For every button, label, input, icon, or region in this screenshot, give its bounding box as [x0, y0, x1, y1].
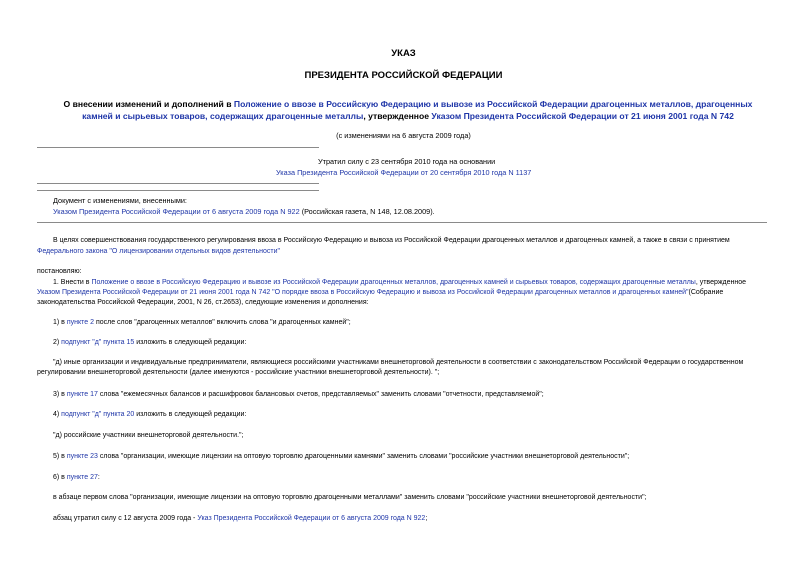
subitem-3: [53, 391, 544, 398]
lost-force-text: Утратил силу с 23 сентября 2010 года на основании: [318, 157, 496, 166]
amended-note: (с изменениями на 6 августа 2009 года): [336, 131, 471, 140]
item-1-line-2: [37, 289, 723, 296]
divider: [37, 147, 319, 148]
decree-1137-link[interactable]: Указа Президента Российской Федерации от 20 сентября 2010 года N 1137: [276, 168, 532, 177]
item-1-number: 1. Внести в: [53, 279, 92, 286]
point-23-link[interactable]: пункте 23: [66, 453, 98, 460]
divider: [37, 183, 319, 184]
licensing-law-link[interactable]: Федерального закона "О лицензировании отдельных видов деятельности": [37, 248, 280, 255]
point-27-link[interactable]: пункте 27: [66, 474, 98, 481]
quote-2-line-1: "д) иные организации и индивидуальные предприниматели, являющиеся российскими участниками внешнеторговой деятельности в соответствии с законодательством Российской Федерации о государственном: [53, 359, 744, 366]
subitem-text: 2): [53, 339, 62, 346]
issuer-title: ПРЕЗИДЕНТА РОССИЙСКОЙ ФЕДЕРАЦИИ: [304, 70, 503, 81]
subitem-text: слова "ежемесячных балансов и расшифровок балансовых счетов, представляемых" заменить словами "отчетности, представляемой";: [97, 391, 544, 398]
changes-label: Документ с изменениями, внесенными:: [53, 196, 187, 205]
document-type-title: УКАЗ: [391, 48, 416, 59]
regulation-link-cont[interactable]: камней и сырьевых товаров, содержащих драгоценные металлы: [82, 111, 364, 121]
preamble-text: В целях совершенствования государственного регулирования ввоза в Российскую Федерацию и вывоза из Российской Федерации драгоценных металлов и драгоценных камней, а также в связи с принятием: [53, 237, 730, 244]
subitem-6: [53, 474, 100, 481]
changes-source: (Российская газета, N 148, 12.08.2009).: [299, 207, 435, 216]
decree-742-link-item1[interactable]: Указом Президента Российской Федерации от 21 июня 2001 года N 742 "О порядке ввоза в Российскую Федерацию и вывоза из Российской Федерации драгоценных металлов и драгоценных камней": [37, 289, 689, 296]
subitem-4: [53, 411, 246, 418]
decree-word: постановляю:: [37, 268, 82, 275]
subitem-text: изложить в следующей редакции:: [134, 411, 247, 418]
quote-2-line-2: регулировании внешнеторговой деятельности (далее именуются - российские участники внешнеторговой деятельности). ";: [37, 369, 440, 376]
heading-line-1: [38, 99, 778, 109]
item-1-text: , утвержденное: [695, 279, 747, 286]
subitem-1: [53, 319, 351, 326]
subitem-text: 6) в: [53, 474, 67, 481]
item-1-line-3: законодательства Российской Федерации, 2001, N 26, ст.2653), следующие изменения и дополнения:: [37, 299, 369, 306]
subitem-text: 5) в: [53, 453, 67, 460]
changes-line: [53, 207, 435, 216]
decree-922-link[interactable]: Указом Президента Российской Федерации от 6 августа 2009 года N 922: [53, 207, 300, 216]
quote-4: "д) российские участники внешнеторговой деятельности.";: [53, 432, 244, 439]
subitem-6-lost-force: [53, 515, 427, 522]
subitem-text: 1) в: [53, 319, 67, 326]
subitem-text: изложить в следующей редакции:: [134, 339, 247, 346]
divider: [37, 190, 319, 191]
subitem-6-paragraph-1: в абзаце первом слова "организации, имеющие лицензии на оптовую торговлю драгоценными металлами" заменить словами "российские участники внешнеторговой деятельности";: [53, 494, 647, 501]
subitem-text: 3) в: [53, 391, 67, 398]
subitem-text: после слов "драгоценных металлов" включить слова "и драгоценных камней";: [94, 319, 351, 326]
subitem-text: :: [97, 474, 100, 481]
decree-742-link[interactable]: Указом Президента Российской Федерации от 21 июня 2001 года N 742: [431, 111, 734, 121]
regulation-link-item1[interactable]: Положение о ввозе в Российскую Федерацию и вывозе из Российской Федерации драгоценных металлов, драгоценных камней и сырьевых товаров, содержащих драгоценные металлы: [91, 279, 696, 286]
point-17-link[interactable]: пункте 17: [66, 391, 98, 398]
decree-922-link-2[interactable]: Указ Президента Российской Федерации от 6 августа 2009 года N 922: [197, 515, 426, 522]
item-1-text-2: (Собрание: [688, 289, 724, 296]
heading-line-2: [38, 111, 778, 121]
subitem-5: [53, 453, 629, 460]
subitem-2: [53, 339, 246, 346]
lost-force-note: абзац утратил силу с 12 августа 2009 года -: [53, 515, 198, 522]
subpoint-d-20-link[interactable]: подпункт "д" пункта 20: [61, 411, 135, 418]
item-1-line-1: [53, 279, 746, 286]
lost-force-note-end: ;: [425, 515, 428, 522]
subitem-text: 4): [53, 411, 62, 418]
subpoint-d-15-link[interactable]: подпункт "д" пункта 15: [61, 339, 135, 346]
divider: [37, 222, 767, 223]
point-2-link[interactable]: пункте 2: [66, 319, 94, 326]
heading-text-mid: , утвержденное: [363, 111, 432, 121]
regulation-link[interactable]: Положение о ввозе в Российскую Федерацию и вывозе из Российской Федерации драгоценных металлов, драгоценных: [233, 99, 753, 109]
subitem-text: слова "организации, имеющие лицензии на оптовую торговлю драгоценными камнями" заменить словами "российские участники внешнеторговой деятельности";: [97, 453, 630, 460]
heading-text: О внесении изменений и дополнений в: [63, 99, 234, 109]
